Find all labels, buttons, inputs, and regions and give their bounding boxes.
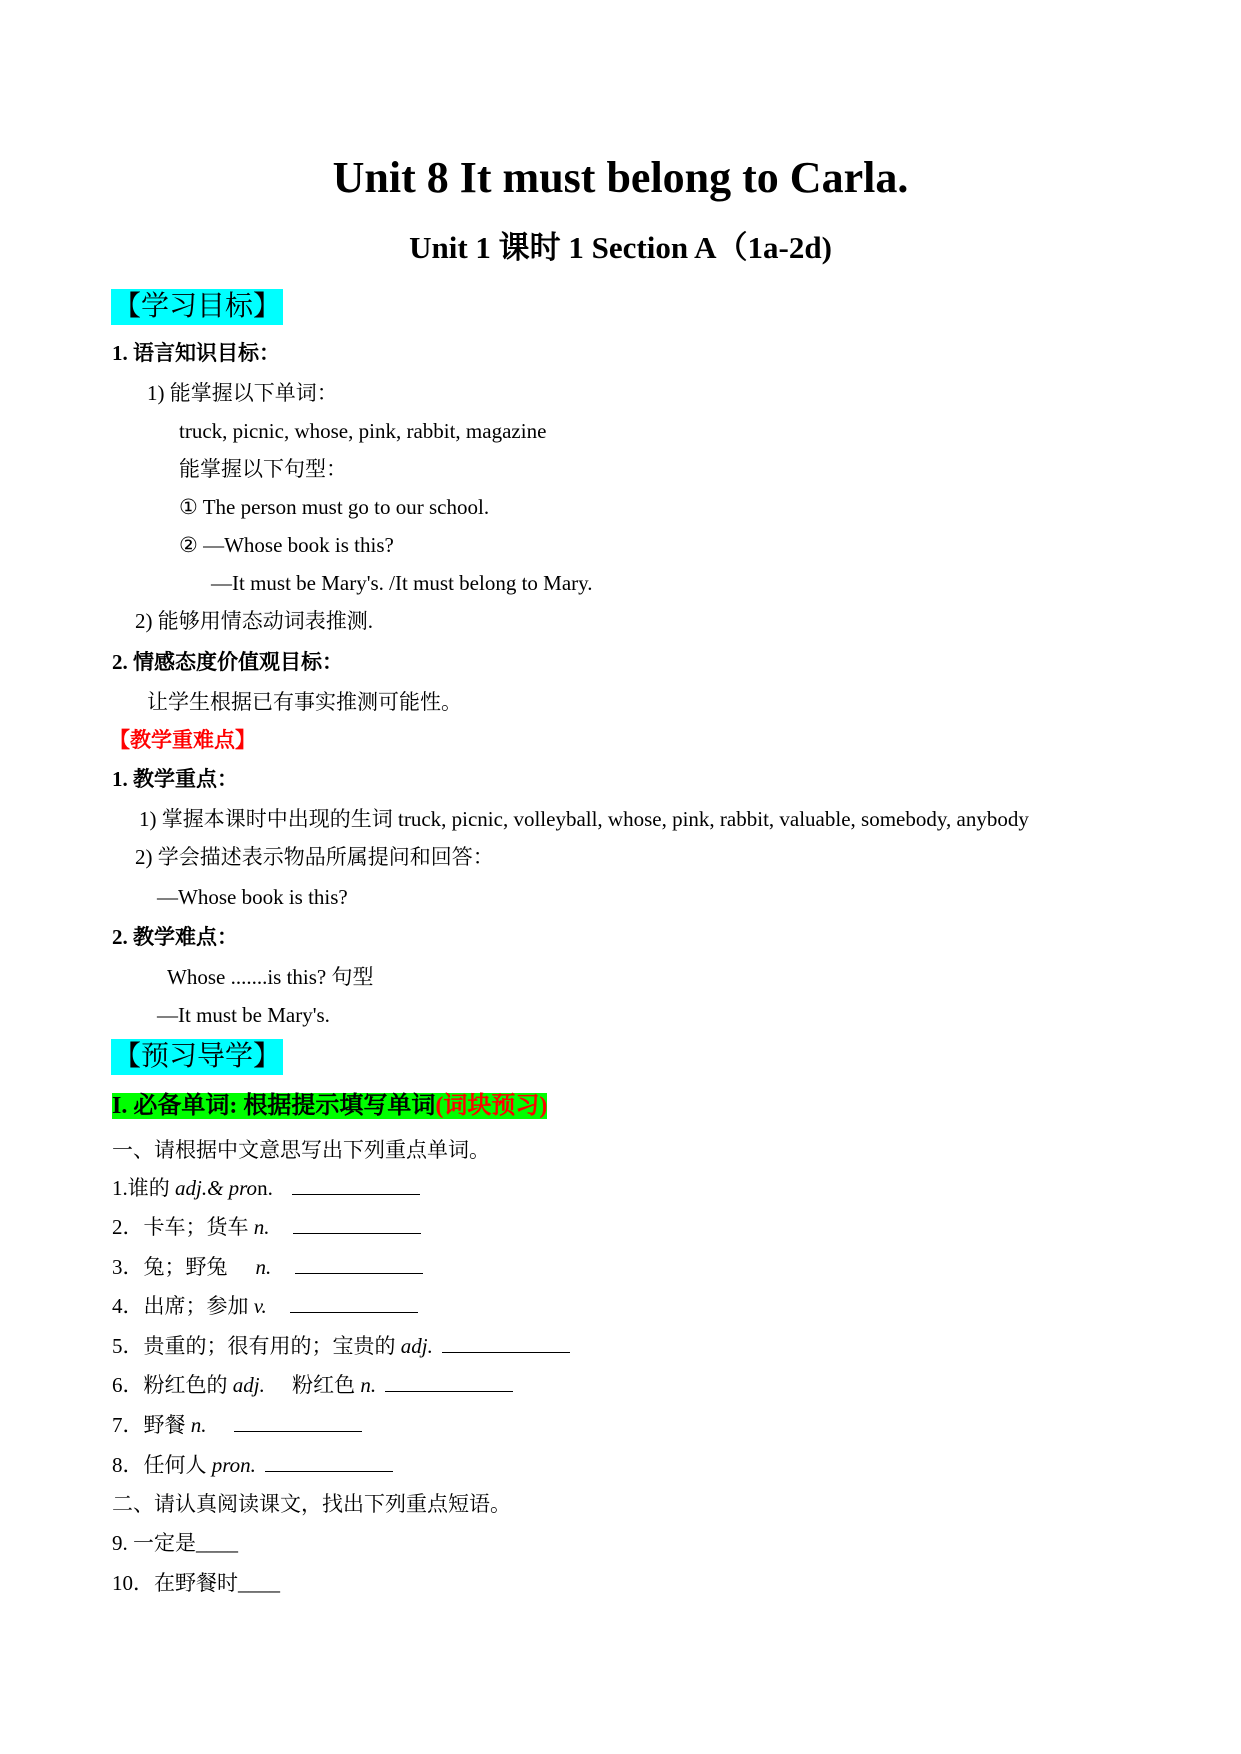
part-1-intro: 一、请根据中文意思写出下列重点单词。 <box>112 1138 490 1162</box>
section-1-main: I. 必备单词: 根据提示填写单词 <box>112 1093 436 1119</box>
target-words: truck, picnic, whose, pink, rabbit, magazine <box>179 419 547 443</box>
section-1-tag: (词块预习) <box>435 1093 548 1119</box>
words-intro: 1) 能掌握以下单词： <box>147 381 338 405</box>
answer-blank[interactable] <box>290 1294 418 1313</box>
teaching-focus-2: 2) 学会描述表示物品所属提问和回答： <box>135 845 494 869</box>
emotion-goal-text: 让学生根据已有事实推测可能性。 <box>147 690 462 714</box>
target-sentence-1: ① The person must go to our school. <box>179 495 490 519</box>
target-sentence-2: ② —Whose book is this? <box>179 533 394 557</box>
phrase-item-10[interactable]: 10．在野餐时____ <box>112 1571 280 1595</box>
vocab-item-8: 8．任何人 pron. <box>112 1451 393 1479</box>
part-2-intro: 二、请认真阅读课文，找出下列重点短语。 <box>112 1492 511 1516</box>
key-points-heading: 【教学重难点】 <box>109 728 256 752</box>
preview-heading: 【预习导学】 <box>111 1039 283 1075</box>
answer-blank[interactable] <box>293 1215 421 1234</box>
objectives-heading: 【学习目标】 <box>111 289 283 325</box>
vocab-item-1: 1.谁的 adj.& pron. <box>112 1174 420 1202</box>
emotion-goal-label: 2. 情感态度价值观目标： <box>112 650 343 674</box>
phrase-item-9[interactable]: 9. 一定是____ <box>112 1531 238 1555</box>
answer-blank[interactable] <box>442 1334 570 1353</box>
teaching-difficulty-label: 2. 教学难点： <box>112 925 238 949</box>
vocab-item-4: 4．出席；参加 v. <box>112 1292 418 1320</box>
modal-verb-goal: 2) 能够用情态动词表推测. <box>135 609 373 633</box>
answer-blank[interactable] <box>234 1413 362 1432</box>
answer-blank[interactable] <box>385 1373 513 1392</box>
answer-blank[interactable] <box>265 1453 393 1472</box>
vocab-item-2: 2．卡车；货车 n. <box>112 1213 421 1241</box>
vocab-item-5: 5．贵重的；很有用的；宝贵的 adj. <box>112 1332 570 1360</box>
vocab-item-6: 6．粉红色的 adj. 粉红色 n. <box>112 1371 513 1399</box>
teaching-focus-2-example: —Whose book is this? <box>157 885 348 909</box>
vocab-item-3: 3．兔；野兔 n. <box>112 1253 423 1281</box>
section-1-heading <box>112 1090 547 1122</box>
vocab-item-7: 7．野餐 n. <box>112 1411 362 1439</box>
page-subtitle: Unit 1 课时 1 Section A（1a-2d) <box>409 230 832 265</box>
answer-blank[interactable] <box>292 1176 420 1195</box>
language-goal-label: 1. 语言知识目标： <box>112 341 280 365</box>
teaching-focus-1: 1) 掌握本课时中出现的生词 truck, picnic, volleyball, whose, pink, rabbit, valuable, somebody, anybody <box>139 807 1029 831</box>
target-sentence-2-answer: —It must be Mary's. /It must belong to Mary. <box>211 571 593 595</box>
teaching-difficulty-2: —It must be Mary's. <box>157 1003 330 1027</box>
teaching-focus-label: 1. 教学重点： <box>112 767 238 791</box>
teaching-difficulty-1: Whose .......is this? 句型 <box>167 965 374 989</box>
page-title: Unit 8 It must belong to Carla. <box>332 153 909 202</box>
sentences-intro: 能掌握以下句型： <box>179 457 347 481</box>
answer-blank[interactable] <box>295 1255 423 1274</box>
